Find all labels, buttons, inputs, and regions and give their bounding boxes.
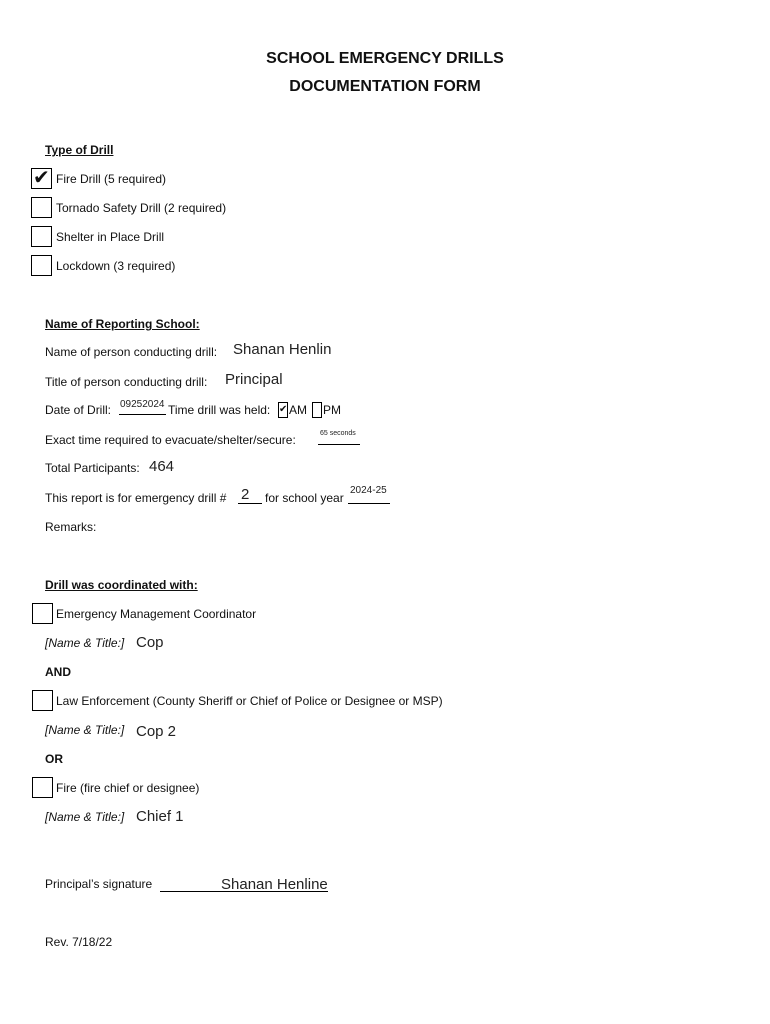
drill-type-heading: Type of Drill: [45, 143, 114, 157]
date-value[interactable]: 09252024: [120, 399, 165, 410]
revision-label: Rev. 7/18/22: [45, 935, 113, 949]
fire-drill-checkbox[interactable]: [31, 168, 52, 189]
school-year-value[interactable]: 2024-25: [350, 485, 387, 496]
coordination-heading: Drill was coordinated with:: [45, 578, 198, 592]
law-enforcement-checkbox[interactable]: [32, 690, 53, 711]
law-enforcement-label: Law Enforcement (County Sheriff or Chief of Police or Designee or MSP): [56, 694, 443, 708]
form-title-line1: SCHOOL EMERGENCY DRILLS: [266, 50, 504, 67]
tornado-drill-label: Tornado Safety Drill (2 required): [56, 201, 227, 215]
fire-chief-checkbox[interactable]: [32, 777, 53, 798]
fire-name-label: [Name & Title:]: [45, 810, 125, 824]
time-label: Time drill was held:: [168, 403, 271, 417]
fire-name-value[interactable]: Chief 1: [136, 808, 184, 825]
emergency-name-value[interactable]: Cop: [136, 634, 164, 651]
check-mark-icon: ✔: [279, 404, 288, 415]
pm-label: PM: [323, 403, 341, 417]
school-year-underline: [348, 503, 390, 504]
drill-number-value[interactable]: 2: [241, 486, 250, 503]
report-label: This report is for emergency drill #: [45, 491, 227, 505]
emergency-mgmt-label: Emergency Management Coordinator: [56, 607, 257, 621]
emergency-name-label: [Name & Title:]: [45, 636, 125, 650]
shelter-drill-label: Shelter in Place Drill: [56, 230, 165, 244]
lockdown-drill-label: Lockdown (3 required): [56, 259, 176, 273]
lockdown-drill-checkbox[interactable]: [31, 255, 52, 276]
law-name-value[interactable]: Cop 2: [136, 723, 177, 740]
pm-checkbox[interactable]: [312, 402, 322, 418]
fire-chief-label: Fire (fire chief or designee): [56, 781, 200, 795]
signature-label: Principal’s signature: [45, 877, 153, 891]
emergency-mgmt-checkbox[interactable]: [32, 603, 53, 624]
or-label: OR: [45, 752, 63, 766]
date-underline: [119, 414, 166, 415]
participants-value[interactable]: 464: [149, 458, 175, 475]
person-value[interactable]: Shanan Henlin: [233, 341, 332, 358]
and-label: AND: [45, 665, 71, 679]
check-mark-icon: ✔: [33, 167, 50, 189]
participants-label: Total Participants:: [45, 461, 140, 475]
title-label: Title of person conducting drill:: [45, 375, 208, 389]
remarks-label: Remarks:: [45, 520, 97, 534]
school-heading: Name of Reporting School:: [45, 317, 200, 331]
evac-label: Exact time required to evacuate/shelter/secure:: [45, 433, 296, 447]
shelter-drill-checkbox[interactable]: [31, 226, 52, 247]
form-title-line2: DOCUMENTATION FORM: [289, 78, 481, 95]
evac-value[interactable]: 65 seconds: [320, 430, 356, 437]
law-name-label: [Name & Title:]: [45, 723, 125, 737]
person-label: Name of person conducting drill:: [45, 345, 218, 359]
title-value[interactable]: Principal: [225, 371, 283, 388]
am-checkbox[interactable]: [278, 402, 288, 418]
fire-drill-label: Fire Drill (5 required): [56, 172, 167, 186]
school-year-label: for school year: [265, 491, 344, 505]
drill-number-underline: [238, 503, 262, 504]
signature-value[interactable]: Shanan Henline: [221, 876, 328, 893]
date-label: Date of Drill:: [45, 403, 112, 417]
tornado-drill-checkbox[interactable]: [31, 197, 52, 218]
evac-underline: [318, 444, 360, 445]
am-label: AM: [289, 403, 307, 417]
